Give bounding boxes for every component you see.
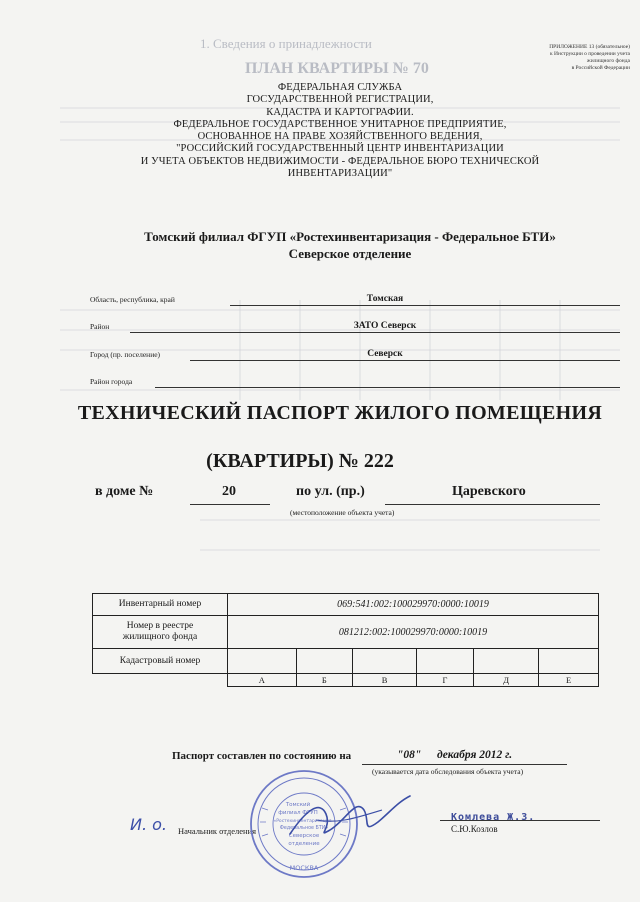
cadastral-cell (473, 649, 538, 674)
passport-day: "08" (397, 749, 422, 761)
district-field (90, 317, 540, 333)
agency-line: И УЧЕТА ОБЪЕКТОВ НЕДВИЖИМОСТИ - ФЕДЕРАЛЬНОЕ БЮРО ТЕХНИЧЕСКОЙ (140, 155, 540, 167)
bleed-through-section: 1. Сведения о принадлежности (200, 36, 372, 51)
date-note: (указывается дата обследования объекта учета) (372, 767, 524, 776)
inventory-value: 069:541:002:100029970:0000:10019 (228, 594, 599, 616)
table-row (93, 616, 599, 649)
region-field (90, 290, 540, 306)
city-district-field (90, 372, 540, 388)
chief-label: Начальник отделения (178, 826, 257, 836)
passport-month-year: декабря 2012 г. (437, 749, 513, 761)
agency-line: ФЕДЕРАЛЬНАЯ СЛУЖБА (277, 82, 403, 93)
bleed-through-plan: ПЛАН КВАРТИРЫ № 70 (245, 60, 429, 77)
passport-subtitle: (КВАРТИРЫ) № 222 (206, 450, 394, 472)
chief-name: С.Ю.Козлов (451, 824, 498, 834)
city-label: Город (пр. поселение) (90, 350, 161, 359)
table-row (93, 649, 599, 674)
branch-title (60, 228, 640, 262)
agency-line: ФЕДЕРАЛЬНОЕ ГОСУДАРСТВЕННОЕ УНИТАРНОЕ ПРЕДПРИЯТИЕ, (173, 118, 507, 130)
column-letter: В (353, 674, 417, 687)
table-row (93, 674, 599, 687)
cadastral-label: Кадастровый номер (93, 649, 228, 674)
registry-table (92, 593, 599, 687)
agency-header (120, 82, 560, 180)
cadastral-cell (417, 649, 474, 674)
house-value: 20 (222, 484, 236, 499)
empty-cell (93, 674, 228, 687)
column-letter: А (228, 674, 297, 687)
housing-label (93, 616, 228, 649)
address-note: (местоположение объекта учета) (290, 508, 395, 517)
house-label: в доме № (95, 484, 154, 499)
cadastral-cell (296, 649, 353, 674)
stamp-line: Северское (288, 833, 320, 839)
housing-label-line: жилищного фонда (122, 632, 198, 642)
column-letter: Д (473, 674, 538, 687)
appendix-note (470, 44, 630, 72)
street-label: по ул. (пр.) (296, 484, 365, 499)
underline (190, 360, 620, 361)
underline (190, 504, 270, 505)
stamp-line: Федеральное БТИ» (279, 826, 329, 831)
agency-line: "РОССИЙСКИЙ ГОСУДАРСТВЕННЫЙ ЦЕНТР ИНВЕНТАРИЗАЦИИ (176, 143, 504, 155)
city-value: Северск (367, 349, 403, 359)
inventory-label: Инвентарный номер (93, 594, 228, 616)
underline (440, 820, 600, 821)
underline (130, 332, 620, 333)
appendix-line: в Российской Федерации (571, 65, 630, 71)
district-label: Район (90, 322, 110, 331)
agency-line: ОСНОВАННОЕ НА ПРАВЕ ХОЗЯЙСТВЕННОГО ВЕДЕНИЯ, (197, 131, 483, 143)
district-value: ЗАТО Северск (353, 321, 417, 331)
passport-title: ТЕХНИЧЕСКИЙ ПАСПОРТ ЖИЛОГО ПОМЕЩЕНИЯ (77, 402, 603, 424)
passport-date-label: Паспорт составлен по состоянию на (172, 750, 352, 762)
stamp-line: «Ростехинвентаризация - (273, 819, 335, 824)
agency-line: КАДАСТРА И КАРТОГРАФИИ. (266, 106, 414, 118)
cadastral-cell (539, 649, 599, 674)
column-letter: Г (417, 674, 474, 687)
column-letter: Б (296, 674, 353, 687)
table-row (93, 594, 599, 616)
agency-line: ГОСУДАРСТВЕННОЙ РЕГИСТРАЦИИ, (246, 94, 434, 106)
agency-line: ИНВЕНТАРИЗАЦИИ" (287, 168, 393, 180)
region-label: Область, республика, край (90, 295, 175, 304)
stamp-line: филиал ФГУП (278, 810, 318, 816)
stamp-city: МОСКВА (289, 864, 319, 872)
underline (362, 764, 567, 765)
underline (230, 305, 620, 306)
cadastral-cell (353, 649, 417, 674)
region-value: Томская (366, 294, 404, 304)
column-letter: Е (539, 674, 599, 687)
city-field (90, 345, 540, 361)
appendix-line: ПРИЛОЖЕНИЕ 13 (обязательное) (549, 44, 630, 50)
name-stamp: Комлева Ж.З. (451, 812, 536, 823)
housing-value: 081212:002:100029970:0000:10019 (228, 616, 599, 649)
street-value: Царевского (452, 484, 526, 499)
branch-department: Северское отделение (288, 246, 412, 261)
signature (286, 790, 416, 850)
underline (155, 387, 620, 388)
branch-name: Томский филиал ФГУП «Ростехинвентаризация - Федеральное БТИ» (144, 229, 556, 244)
appendix-line: к Инструкции о проведении учета (550, 51, 630, 57)
acting-mark: И. о. (130, 815, 168, 834)
appendix-line: жилищного фонда (586, 58, 630, 64)
stamp-line: Томский (285, 802, 311, 808)
stamp-line: отделение (288, 841, 320, 847)
housing-label-line: Номер в реестре (126, 621, 194, 631)
city-district-label: Район города (90, 377, 133, 386)
underline (385, 504, 600, 505)
cadastral-cell (228, 649, 297, 674)
